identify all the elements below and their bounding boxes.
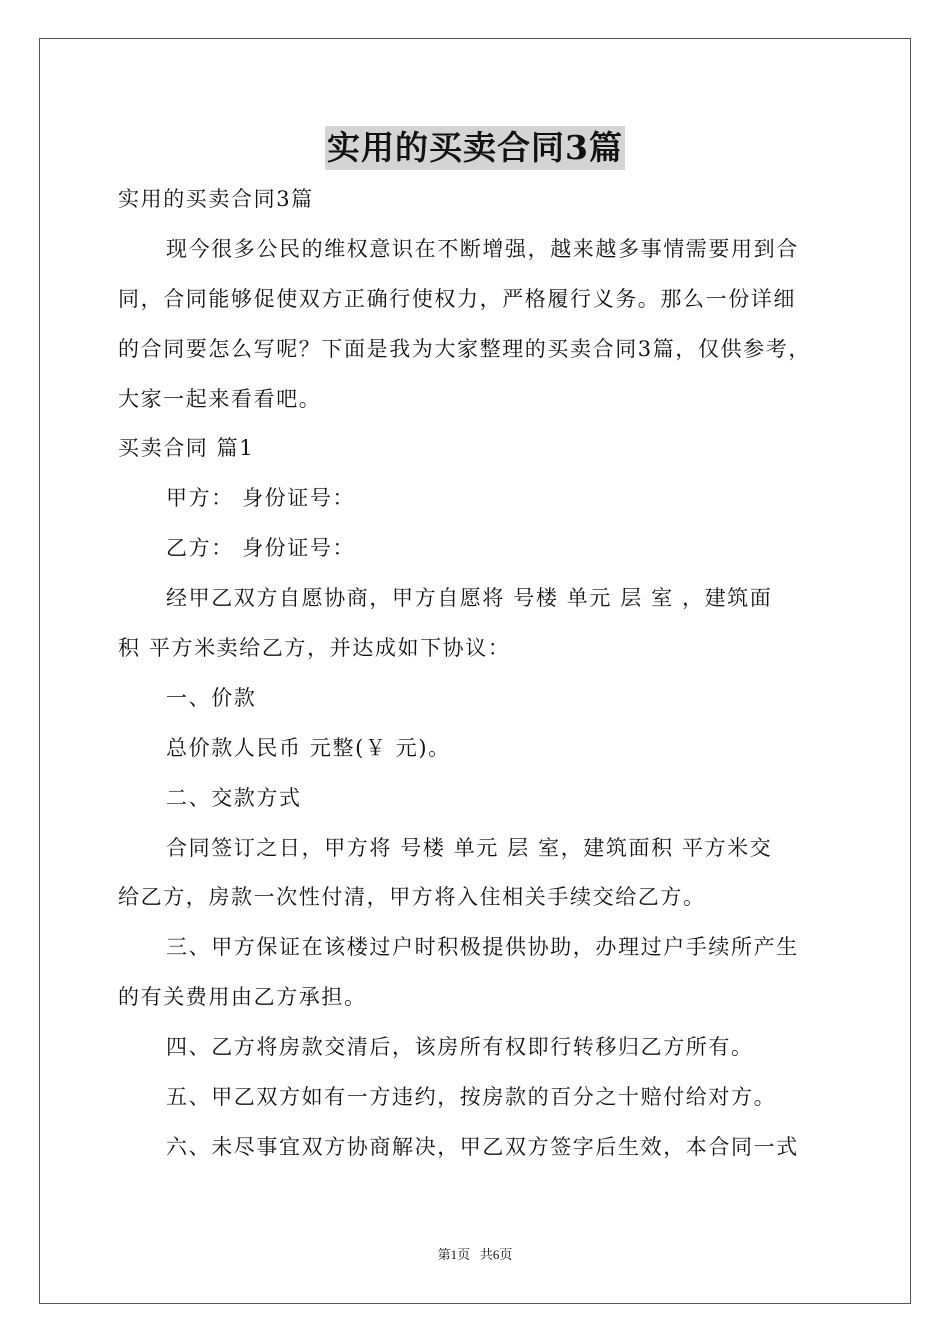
paragraph-line: 经甲乙双方自愿协商，甲方自愿将 号楼 单元 层 室 ，建筑面 [166, 586, 773, 610]
paragraph-line: 六、未尽事宜双方协商解决，甲乙双方签字后生效，本合同一式 [166, 1135, 799, 1159]
party-b-line: 乙方： 身份证号： [166, 536, 356, 560]
subtitle-line: 实用的买卖合同3篇 [118, 187, 314, 211]
paragraph-line: 五、甲乙双方如有一方违约，按房款的百分之十赔付给对方。 [166, 1085, 777, 1109]
document-title: 实用的买卖合同3篇 [325, 126, 625, 170]
paragraph-line: 合同签订之日，甲方将 号楼 单元 层 室，建筑面积 平方米交 [166, 836, 773, 860]
paragraph-line: 四、乙方将房款交清后，该房所有权即行转移归乙方所有。 [166, 1035, 754, 1059]
section-heading: 买卖合同 篇1 [118, 436, 255, 460]
title-container [0, 126, 950, 170]
paragraph-line: 现今很多公民的维权意识在不断增强，越来越多事情需要用到合 [166, 237, 799, 261]
paragraph-line: 同，合同能够促使双方正确行使权力，严格履行义务。那么一份详细 [118, 287, 796, 311]
party-a-line: 甲方： 身份证号： [166, 486, 356, 510]
paragraph-line: 大家一起来看看吧。 [118, 387, 322, 411]
clause-heading: 一、价款 [166, 686, 257, 710]
paragraph-line: 三、甲方保证在该楼过户时积极提供协助，办理过户手续所产生 [166, 935, 799, 959]
page-footer: 第1页 共6页 [437, 1247, 513, 1262]
clause-heading: 二、交款方式 [166, 786, 302, 810]
paragraph-line: 积 平方米卖给乙方，并达成如下协议： [118, 636, 511, 660]
paragraph-line: 的有关费用由乙方承担。 [118, 985, 367, 1009]
page-border [39, 38, 911, 1304]
paragraph-line: 总价款人民币 元整(￥ 元)。 [166, 736, 451, 760]
paragraph-line: 的合同要怎么写呢？下面是我为大家整理的买卖合同3篇，仅供参考， [118, 337, 811, 361]
paragraph-line: 给乙方，房款一次性付清，甲方将入住相关手续交给乙方。 [118, 885, 706, 909]
